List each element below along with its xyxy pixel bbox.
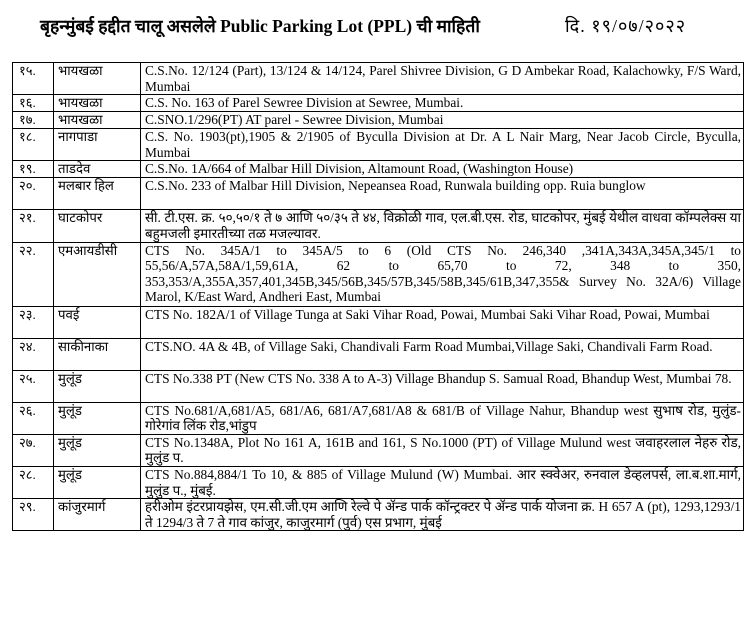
row-area: मुलूंड xyxy=(54,466,141,498)
row-description: C.S. No. 1903(pt),1905 & 2/1905 of Byculla Division at Dr. A L Nair Marg, Near Jacob Circle, Byculla, Mumbai xyxy=(141,129,744,161)
title-date: दि. १९/०७/२०२२ xyxy=(565,16,687,36)
table-row xyxy=(13,466,744,498)
row-area: एमआयडीसी xyxy=(54,242,141,306)
row-number: २९. xyxy=(13,499,54,531)
page-title xyxy=(40,14,731,40)
row-area: भायखळा xyxy=(54,95,141,112)
row-area: मुलूंड xyxy=(54,370,141,402)
row-description: CTS No.1348A, Plot No 161 A, 161B and 161, S No.1000 (PT) of Village Mulund west जवाहरलाल नेहरु रोड, मुलुंड प. xyxy=(141,434,744,466)
row-number: १८. xyxy=(13,129,54,161)
row-number: १५. xyxy=(13,63,54,95)
row-number: २३. xyxy=(13,306,54,338)
row-number: २४. xyxy=(13,338,54,370)
row-area: कांजुरमार्ग xyxy=(54,499,141,531)
row-description: C.S.No. 233 of Malbar Hill Division, Nepeansea Road, Runwala building opp. Ruia bunglow xyxy=(141,178,744,210)
table-row xyxy=(13,95,744,112)
row-area: साकीनाका xyxy=(54,338,141,370)
row-description: C.S.No. 1A/664 of Malbar Hill Division, Altamount Road, (Washington House) xyxy=(141,161,744,178)
table-row xyxy=(13,402,744,434)
row-number: २२. xyxy=(13,242,54,306)
row-description: C.SNO.1/296(PT) AT parel - Sewree Division, Mumbai xyxy=(141,112,744,129)
table-row xyxy=(13,370,744,402)
row-number: २१. xyxy=(13,210,54,242)
row-area: मुलूंड xyxy=(54,402,141,434)
row-number: २७. xyxy=(13,434,54,466)
row-area: पवई xyxy=(54,306,141,338)
row-description: CTS No.884,884/1 To 10, & 885 of Village Mulund (W) Mumbai. आर स्क्वेअर, रुनवाल डेव्हलपर्स, ला.ब.शा.मार्ग, मुलुंड प., मुंबई. xyxy=(141,466,744,498)
row-number: १७. xyxy=(13,112,54,129)
row-description: CTS No.681/A,681/A5, 681/A6, 681/A7,681/A8 & 681/B of Village Nahur, Bhandup west सुभाष रोड, मुलुंड-गोरेगांव लिंक रोड,भांडुप xyxy=(141,402,744,434)
table-row xyxy=(13,210,744,242)
table-row xyxy=(13,434,744,466)
row-description: C.S. No. 163 of Parel Sewree Division at Sewree, Mumbai. xyxy=(141,95,744,112)
row-description: C.S.No. 12/124 (Part), 13/124 & 14/124, Parel Shivree Division, G D Ambekar Road, Kalachowky, F/S Ward, Mumbai xyxy=(141,63,744,95)
row-number: २६. xyxy=(13,402,54,434)
parking-lot-table xyxy=(12,62,744,531)
table-row xyxy=(13,178,744,210)
row-description: CTS.NO. 4A & 4B, of Village Saki, Chandivali Farm Road Mumbai,Village Saki, Chandivali Farm Road. xyxy=(141,338,744,370)
row-number: २०. xyxy=(13,178,54,210)
table-row xyxy=(13,112,744,129)
row-area: घाटकोपर xyxy=(54,210,141,242)
row-area: मुलूंड xyxy=(54,434,141,466)
table-row xyxy=(13,306,744,338)
row-description: CTS No.338 PT (New CTS No. 338 A to A-3) Village Bhandup S. Samual Road, Bhandup West, Mumbai 78. xyxy=(141,370,744,402)
table-row xyxy=(13,242,744,306)
row-number: २८. xyxy=(13,466,54,498)
row-area: भायखळा xyxy=(54,112,141,129)
row-number: १६. xyxy=(13,95,54,112)
table-row xyxy=(13,161,744,178)
row-area: मलबार हिल xyxy=(54,178,141,210)
table-row xyxy=(13,63,744,95)
row-number: १९. xyxy=(13,161,54,178)
row-area: भायखळा xyxy=(54,63,141,95)
row-description: CTS No. 182A/1 of Village Tunga at Saki Vihar Road, Powai, Mumbai Saki Vihar Road, Powai, Mumbai xyxy=(141,306,744,338)
table-row xyxy=(13,338,744,370)
table-row xyxy=(13,499,744,531)
row-area: ताडदेव xyxy=(54,161,141,178)
row-description: हरीओम इंटरप्रायझेस, एम.सी.जी.एम आणि रेल्वे पे ॲन्ड पार्क कॉन्ट्रक्टर पे ॲन्ड पार्क योजना क्र. H 657 A (pt), 1293,1293/1 ते 1294/3 ते 7 ते गाव कांजुर, काजुरमार्ग (पुर्व) एस प्रभाग, मुंबई xyxy=(141,499,744,531)
row-area: नागपाडा xyxy=(54,129,141,161)
row-number: २५. xyxy=(13,370,54,402)
row-description: CTS No. 345A/1 to 345A/5 to 6 (Old CTS No. 246,340 ,341A,343A,345A,345/1 to 55,56/A,57A,58A/1,59,61A, 62 to 65,70 to 72, 348 to 350, 353,353/A,355A,357,401,345B,345/56B,345/57B,345/58B,345/61B,347,355& Survey No. 32A/6) Village Marol, K/East Ward, Andheri East, Mumbai xyxy=(141,242,744,306)
row-description: सी. टी.एस. क्र. ५०,५०/१ ते ७ आणि ५०/३५ ते ४४, विक्रोळी गाव, एल.बी.एस. रोड, घाटकोपर, मुंबई येथील वाधवा कॉम्पलेक्स या बहुमजली इमारतीच्या तळ मजल्यावर. xyxy=(141,210,744,242)
table-row xyxy=(13,129,744,161)
title-text: बृहन्मुंबई हद्दीत चालू असलेले Public Parking Lot (PPL) ची माहिती xyxy=(40,16,480,36)
